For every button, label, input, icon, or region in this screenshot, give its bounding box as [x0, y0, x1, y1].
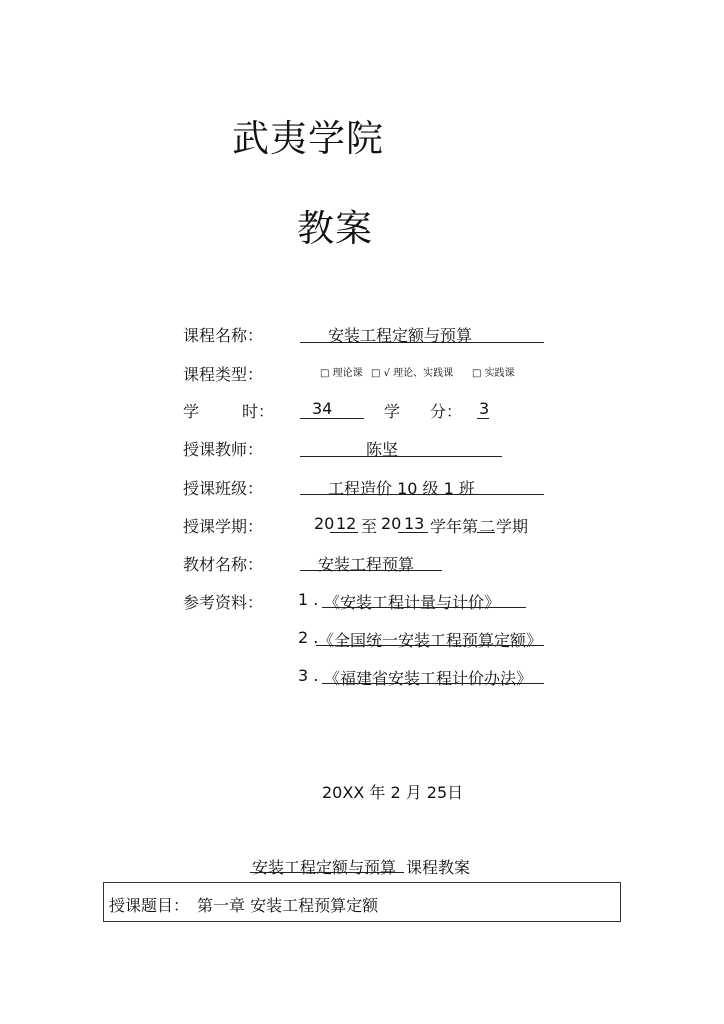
textbook-underline	[300, 570, 442, 571]
semester-to: 至	[361, 517, 378, 536]
semester-term-underline	[477, 532, 495, 533]
school-name: 武夷学院	[232, 117, 384, 160]
footer-course-suffix: 课程教案	[406, 858, 471, 877]
class-value: 工程造价 10 级 1 班	[328, 479, 475, 498]
footer-course-underline	[250, 872, 404, 873]
textbook-value: 安装工程预算	[318, 555, 415, 574]
credit-label-b: 分：	[430, 402, 463, 421]
credit-underline	[477, 418, 489, 419]
class-label: 授课班级：	[183, 479, 264, 498]
document-title: 教案	[297, 207, 373, 250]
reference-1-underline	[322, 607, 526, 608]
hours-label-a: 学	[183, 402, 200, 421]
textbook-label: 教材名称：	[183, 555, 264, 574]
class-underline	[300, 494, 544, 495]
semester-prefix-1: 20	[314, 514, 335, 533]
semester-year-2-underline	[398, 532, 428, 533]
semester-year-1-underline	[330, 532, 358, 533]
footer-course-name: 安装工程定额与预算	[252, 858, 397, 877]
credit-label-a: 学	[384, 402, 401, 421]
reference-2-title: 《全国统一安装工程预算定额》	[318, 631, 543, 650]
reference-3-underline	[322, 683, 544, 684]
topic-value: 第一章 安装工程预算定额	[197, 896, 379, 915]
document-date: 20XX 年 2 月 25日	[322, 783, 464, 802]
reference-2-number: 2 .	[298, 628, 319, 647]
semester-term: 二	[479, 517, 496, 536]
semester-label: 授课学期：	[183, 517, 264, 536]
semester-year-1: 12	[336, 514, 357, 533]
course-type-label: 课程类型：	[183, 365, 264, 384]
teacher-underline	[300, 456, 502, 457]
semester-prefix-2: 20	[381, 514, 402, 533]
course-name-value: 安装工程定额与预算	[328, 326, 473, 345]
reference-3-number: 3 .	[298, 666, 319, 685]
hours-value: 34	[312, 399, 333, 418]
references-label: 参考资料：	[183, 593, 264, 612]
semester-suffix: 学期	[496, 517, 529, 536]
course-type-option-theory: □ 理论课	[320, 368, 363, 379]
reference-3-title: 《福建省安装工程计价办法》	[324, 669, 533, 688]
course-name-label: 课程名称：	[183, 326, 264, 345]
reference-2-underline	[316, 645, 544, 646]
teacher-label: 授课教师：	[183, 440, 264, 459]
semester-year-2: 13	[404, 514, 425, 533]
hours-underline	[300, 418, 364, 419]
credit-value: 3	[479, 399, 490, 418]
course-type-option-practice: □ 实践课	[472, 368, 515, 379]
topic-label: 授课题目：	[109, 896, 190, 915]
teacher-value: 陈坚	[366, 440, 399, 459]
course-name-underline	[300, 342, 544, 343]
reference-1-number: 1 .	[298, 590, 319, 609]
semester-mid: 学年第	[430, 517, 479, 536]
hours-label-b: 时：	[242, 402, 275, 421]
reference-1-title: 《安装工程计量与计价》	[324, 593, 501, 612]
course-type-option-theory-practice: □ √ 理论、实践课	[371, 368, 454, 379]
